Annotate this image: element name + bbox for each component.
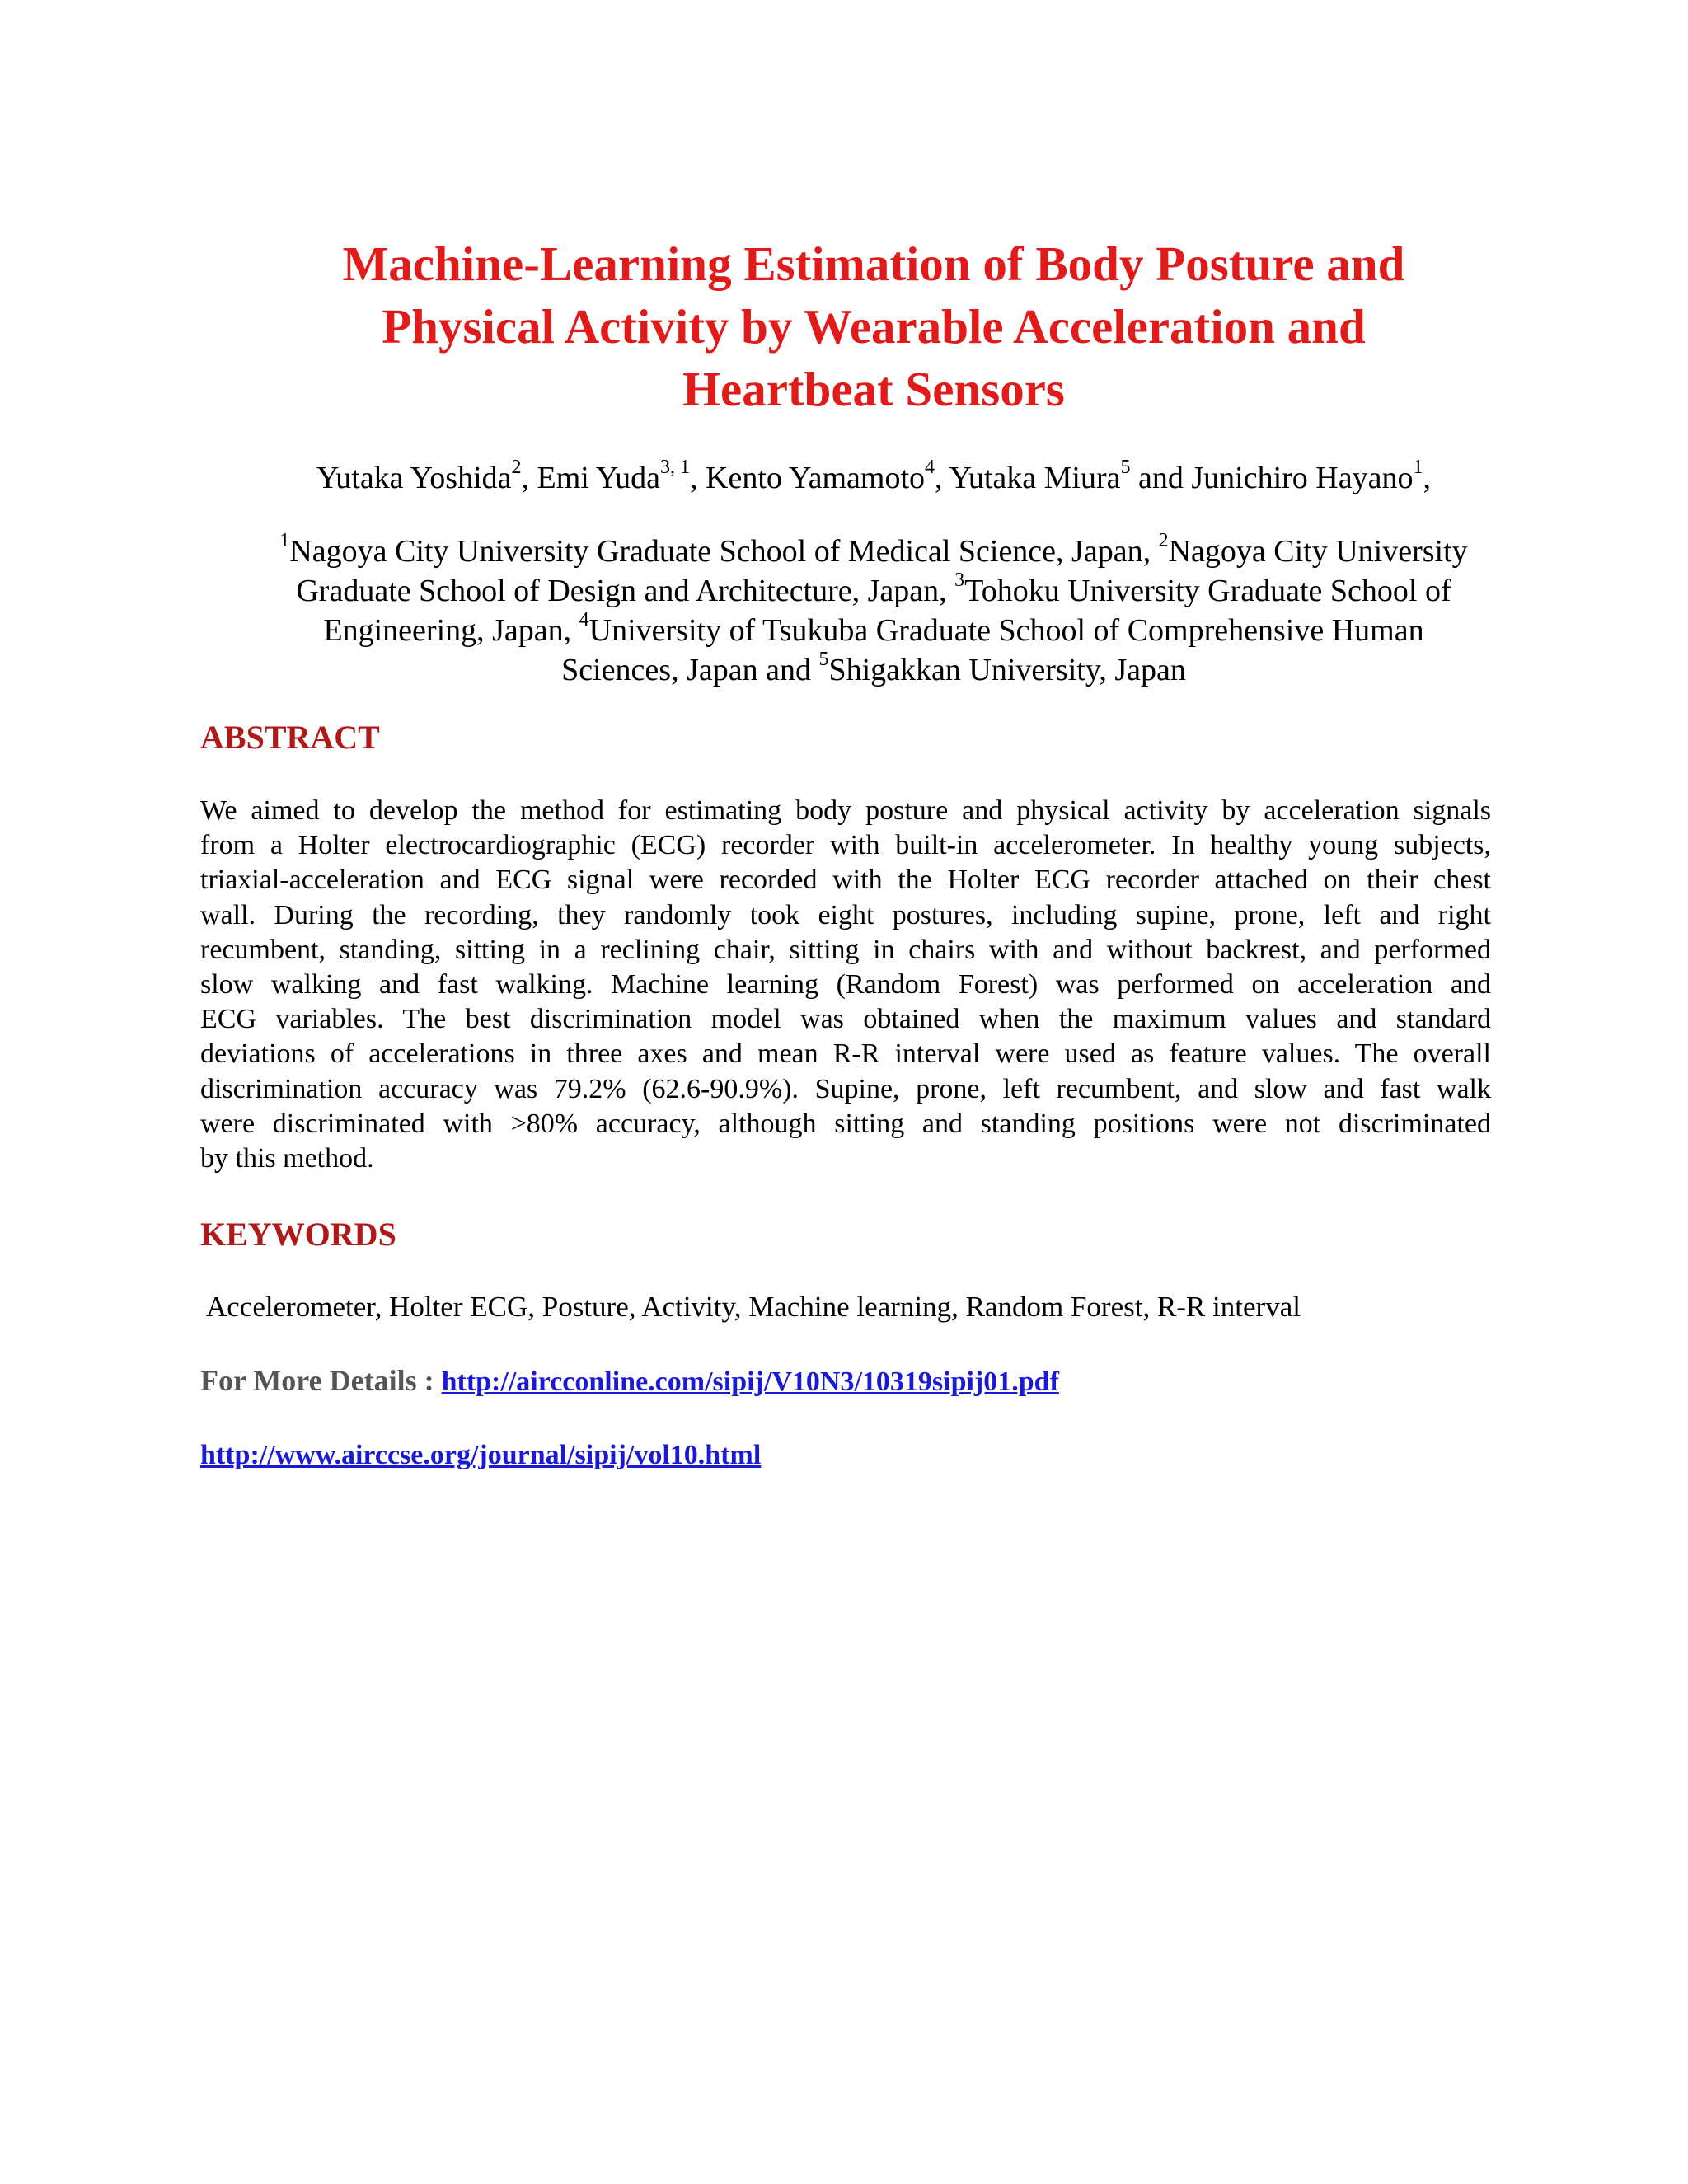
journal-volume-link-row bbox=[200, 1436, 761, 1474]
abstract-line: triaxial-acceleration and ECG signal were recorded with the Holter ECG recorder attached on their chest bbox=[200, 865, 1491, 896]
more-details bbox=[200, 1361, 1519, 1401]
abstract-line: discrimination accuracy was 79.2% (62.6-90.9%). Supine, prone, left recumbent, and slow and fast walk bbox=[200, 1073, 1491, 1104]
author-name: and Junichiro Hayano bbox=[1130, 461, 1414, 495]
abstract-line: slow walking and fast walking. Machine learning (Random Forest) was performed on acceleration and bbox=[200, 969, 1491, 1001]
affiliations bbox=[206, 532, 1541, 690]
abstract-line: ECG variables. The best discrimination model was obtained when the maximum values and standard bbox=[200, 1004, 1491, 1035]
author-list-end: , bbox=[1423, 461, 1431, 495]
affiliation-line bbox=[206, 611, 1541, 650]
affil-mark: 5 bbox=[818, 649, 829, 671]
affil-mark: 3 bbox=[954, 569, 965, 592]
title-line-3: Heartbeat Sensors bbox=[682, 362, 1065, 416]
author-affil-mark: 4 bbox=[925, 457, 935, 479]
author-affil-mark: 5 bbox=[1120, 457, 1131, 479]
paper-title bbox=[198, 232, 1550, 420]
paper-pdf-link[interactable]: http://aircconline.com/sipij/V10N3/10319sipij01.pdf bbox=[441, 1366, 1059, 1397]
affil-mark: 1 bbox=[279, 530, 290, 552]
affiliation-line bbox=[206, 571, 1541, 611]
affil-text: Engineering, Japan, bbox=[323, 613, 579, 648]
affil-text: Nagoya City University Graduate School of Medical Science, Japan, bbox=[289, 534, 1159, 569]
abstract-line: We aimed to develop the method for estimating body posture and physical activity by acceleration signals bbox=[200, 795, 1491, 826]
abstract-line: deviations of accelerations in three axes and mean R-R interval were used as feature values. The overall bbox=[200, 1038, 1491, 1070]
abstract-heading: ABSTRACT bbox=[200, 719, 380, 756]
affiliation-line bbox=[206, 650, 1541, 690]
author-name: , Emi Yuda bbox=[521, 461, 661, 495]
title-line-1: Machine-Learning Estimation of Body Posture and bbox=[342, 237, 1405, 291]
affil-text: Tohoku University Graduate School of bbox=[964, 574, 1451, 608]
affil-text: Shigakkan University, Japan bbox=[828, 653, 1186, 687]
journal-volume-link[interactable]: http://www.airccse.org/journal/sipij/vol10.html bbox=[200, 1440, 762, 1470]
keywords-heading: KEYWORDS bbox=[200, 1216, 396, 1253]
author-name: Yutaka Yoshida bbox=[316, 461, 512, 495]
affiliation-line bbox=[206, 532, 1541, 571]
abstract-line: recumbent, standing, sitting in a reclining chair, sitting in chairs with and without backrest, and performed bbox=[200, 934, 1491, 965]
author-affil-mark: 3, 1 bbox=[660, 457, 691, 479]
details-separator: : bbox=[416, 1364, 442, 1397]
affil-text: Graduate School of Design and Architecture, Japan, bbox=[296, 574, 955, 608]
abstract-line: from a Holter electrocardiographic (ECG) recorder with built-in accelerometer. In healthy young subjects, bbox=[200, 830, 1491, 861]
abstract-line: wall. During the recording, they randomly took eight postures, including supine, prone, left and right bbox=[200, 899, 1491, 930]
affil-mark: 2 bbox=[1158, 530, 1169, 552]
author-list bbox=[198, 455, 1550, 501]
author-name: , Yutaka Miura bbox=[935, 461, 1121, 495]
affil-mark: 4 bbox=[579, 609, 589, 631]
title-line-2: Physical Activity by Wearable Acceleration and bbox=[382, 299, 1366, 354]
author-affil-mark: 1 bbox=[1413, 457, 1423, 479]
abstract-body bbox=[200, 794, 1491, 1176]
keywords-text: Accelerometer, Holter ECG, Posture, Activity, Machine learning, Random Forest, R-R interval bbox=[206, 1291, 1301, 1323]
details-label: For More Details bbox=[200, 1364, 417, 1397]
affil-text: Sciences, Japan and bbox=[561, 653, 819, 687]
abstract-line: were discriminated with >80% accuracy, although sitting and standing positions were not discriminated bbox=[200, 1108, 1491, 1139]
author-affil-mark: 2 bbox=[511, 457, 522, 479]
affil-text: Nagoya City University bbox=[1168, 534, 1468, 569]
affil-text: University of Tsukuba Graduate School of Comprehensive Human bbox=[588, 613, 1424, 648]
author-name: , Kento Yamamoto bbox=[690, 461, 926, 495]
abstract-line: by this method. bbox=[200, 1143, 374, 1174]
